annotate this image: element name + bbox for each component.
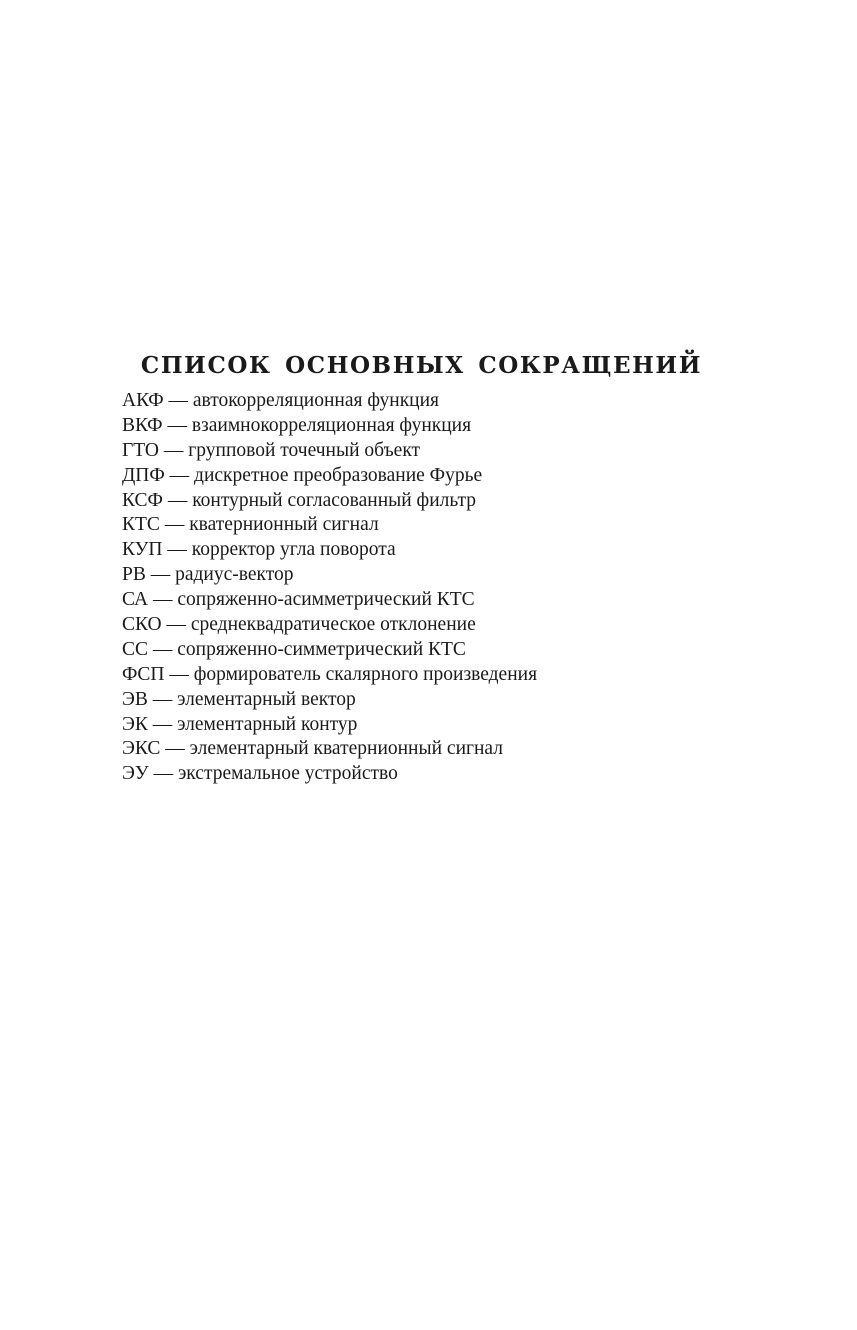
separator: — [148, 638, 178, 660]
abbreviation: ДПФ [122, 464, 165, 486]
definition: сопряженно-симметрический КТС [177, 638, 466, 660]
list-item [122, 563, 822, 588]
separator: — [145, 564, 176, 586]
list-item [122, 638, 822, 663]
separator: — [147, 688, 178, 710]
separator: — [162, 539, 192, 561]
abbreviation: КУП [122, 539, 163, 561]
list-item [122, 414, 822, 439]
definition: взаимнокорреляционная функция [191, 414, 472, 436]
separator: — [159, 514, 190, 536]
abbreviation: СС [122, 638, 149, 660]
definition: групповой точечный объект [188, 439, 421, 461]
definition: формирователь скалярного произведения [193, 663, 538, 685]
abbreviation: КСФ [122, 489, 163, 511]
abbreviation-list [122, 389, 822, 787]
separator: — [148, 589, 178, 611]
list-item [122, 737, 822, 762]
separator: — [162, 414, 192, 436]
list-item [122, 464, 822, 489]
abbreviation: ФСП [122, 663, 165, 685]
list-item [122, 762, 822, 787]
list-item [122, 663, 822, 688]
definition: дискретное преобразование Фурье [194, 464, 483, 486]
abbreviation: ВКФ [122, 414, 163, 436]
abbreviation: ЭВ [122, 688, 148, 710]
definition: кватернионный сигнал [189, 514, 379, 536]
definition: радиус-вектор [175, 564, 294, 586]
separator: — [147, 713, 178, 735]
abbreviation: АКФ [122, 390, 164, 411]
list-item [122, 713, 822, 738]
separator: — [162, 489, 193, 511]
separator: — [161, 614, 191, 636]
definition: среднеквадратическое отклонение [190, 614, 476, 636]
definition: элементарный вектор [177, 688, 356, 710]
abbreviation: СКО [122, 614, 162, 636]
separator: — [159, 439, 189, 461]
abbreviation: ГТО [122, 439, 160, 461]
abbreviation: СА [122, 589, 149, 611]
separator: — [160, 738, 190, 760]
list-item [122, 389, 822, 414]
list-item [122, 439, 822, 464]
list-item [122, 613, 822, 638]
separator: — [164, 464, 195, 486]
definition: автокорреляционная функция [192, 390, 440, 411]
list-item [122, 688, 822, 713]
definition: экстремальное устройство [177, 763, 398, 785]
abbreviation: ЭК [122, 713, 148, 735]
separator: — [163, 390, 193, 411]
abbreviation: КТС [122, 514, 160, 536]
abbreviation: ЭУ [122, 763, 149, 785]
list-item [122, 513, 822, 538]
separator: — [148, 763, 178, 785]
definition: элементарный контур [177, 713, 358, 735]
definition: контурный согласованный фильтр [192, 489, 477, 511]
definition: сопряженно-асимметрический КТС [177, 589, 475, 611]
separator: — [164, 663, 194, 685]
list-item [122, 489, 822, 514]
page-title: СПИСОК ОСНОВНЫХ СОКРАЩЕНИЙ [140, 352, 703, 380]
definition: корректор угла поворота [191, 539, 396, 561]
abbreviation: ЭКС [122, 738, 161, 760]
list-item [122, 538, 822, 563]
definition: элементарный кватернионный сигнал [189, 738, 503, 760]
abbreviation: РВ [122, 564, 146, 586]
list-item [122, 588, 822, 613]
